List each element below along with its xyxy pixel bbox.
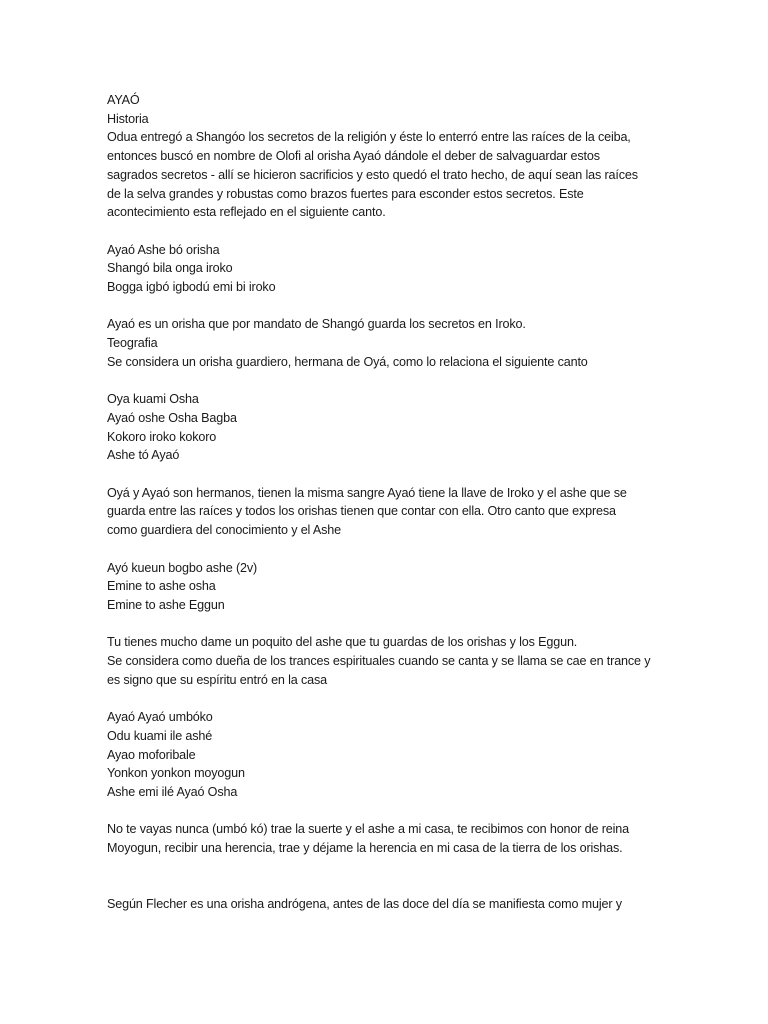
chant-line: Kokoro iroko kokoro [107, 429, 217, 444]
paragraph-line: acontecimiento esta reflejado en el siguiente canto. [107, 205, 386, 220]
paragraph-line: como guardiera del conocimiento y el Ashe [107, 523, 341, 538]
chant-4 [107, 708, 647, 802]
paragraph-line: Odua entregó a Shangóo los secretos de la religión y éste lo enterró entre las raíces de la ceiba, [107, 130, 631, 145]
paragraph-line: No te vayas nunca (umbó kó) trae la suerte y el ashe a mi casa, te recibimos con honor de reina [107, 822, 629, 837]
paragraph-mandato: Ayaó es un orisha que por mandato de Shangó guarda los secretos en Iroko. [107, 317, 526, 332]
paragraph-tu-tienes [107, 633, 651, 689]
chant-line: Emine to ashe Eggun [107, 597, 225, 612]
chant-line: Ayaó Ashe bó orisha [107, 242, 220, 257]
chant-line: Shangó bila onga iroko [107, 261, 233, 276]
chant-line: Ayao moforibale [107, 747, 196, 762]
paragraph-line: de la selva grandes y robustas como brazos fuertes para esconder estos secretos. Este [107, 186, 584, 201]
chant-line: Ayaó Ayaó umbóko [107, 710, 213, 725]
paragraph-line: Oyá y Ayaó son hermanos, tienen la misma sangre Ayaó tiene la llave de Iroko y el ashe que se [107, 485, 627, 500]
chant-line: Emine to ashe osha [107, 579, 216, 594]
chant-line: Bogga igbó igbodú emi bi iroko [107, 280, 276, 295]
chant-line: Yonkon yonkon moyogun [107, 766, 245, 781]
section-heading-historia: Historia [107, 111, 149, 126]
chant-line: Ashe emi ilé Ayaó Osha [107, 784, 238, 799]
chant-line: Oya kuami Osha [107, 392, 199, 407]
paragraph-line: sagrados secretos - allí se hicieron sacrificios y esto quedó el trato hecho, de aquí sean las raíces [107, 167, 638, 182]
chant-line: Ashe tó Ayaó [107, 448, 180, 463]
chant-line: Odu kuami ile ashé [107, 728, 213, 743]
chant-3 [107, 559, 647, 615]
paragraph-guardiero: Se considera un orisha guardiero, hermana de Oyá, como lo relaciona el siguiente canto [107, 354, 588, 369]
chant-line: Ayaó oshe Osha Bagba [107, 410, 237, 425]
paragraph-line: es signo que su espíritu entró en la casa [107, 672, 327, 687]
paragraph-historia [107, 128, 647, 222]
document-title: AYAÓ [107, 93, 140, 107]
paragraph-line: Se considera como dueña de los trances espirituales cuando se canta y se llama se cae en trance y [107, 654, 651, 668]
chant-1 [107, 241, 647, 297]
paragraph-line: guarda entre las raíces y todos los orishas tienen que contar con ella. Otro canto que expresa [107, 504, 616, 519]
paragraph-line: Tu tienes mucho dame un poquito del ashe que tu guardas de los orishas y los Eggun. [107, 635, 578, 650]
document-page [107, 91, 651, 914]
paragraph-line: Moyogun, recibir una herencia, trae y déjame la herencia en mi casa de la tierra de los orishas. [107, 841, 623, 855]
paragraph-hermanos [107, 484, 647, 540]
paragraph-no-te-vayas [107, 820, 647, 857]
chant-2 [107, 390, 647, 465]
paragraph-flecher: Según Flecher es una orisha andrógena, antes de las doce del día se manifiesta como mujer y [107, 897, 622, 912]
chant-line: Ayó kueun bogbo ashe (2v) [107, 560, 258, 575]
section-heading-teografia: Teografia [107, 336, 158, 351]
paragraph-line: entonces buscó en nombre de Olofi al orisha Ayaó dándole el deber de salvaguardar estos [107, 149, 600, 164]
